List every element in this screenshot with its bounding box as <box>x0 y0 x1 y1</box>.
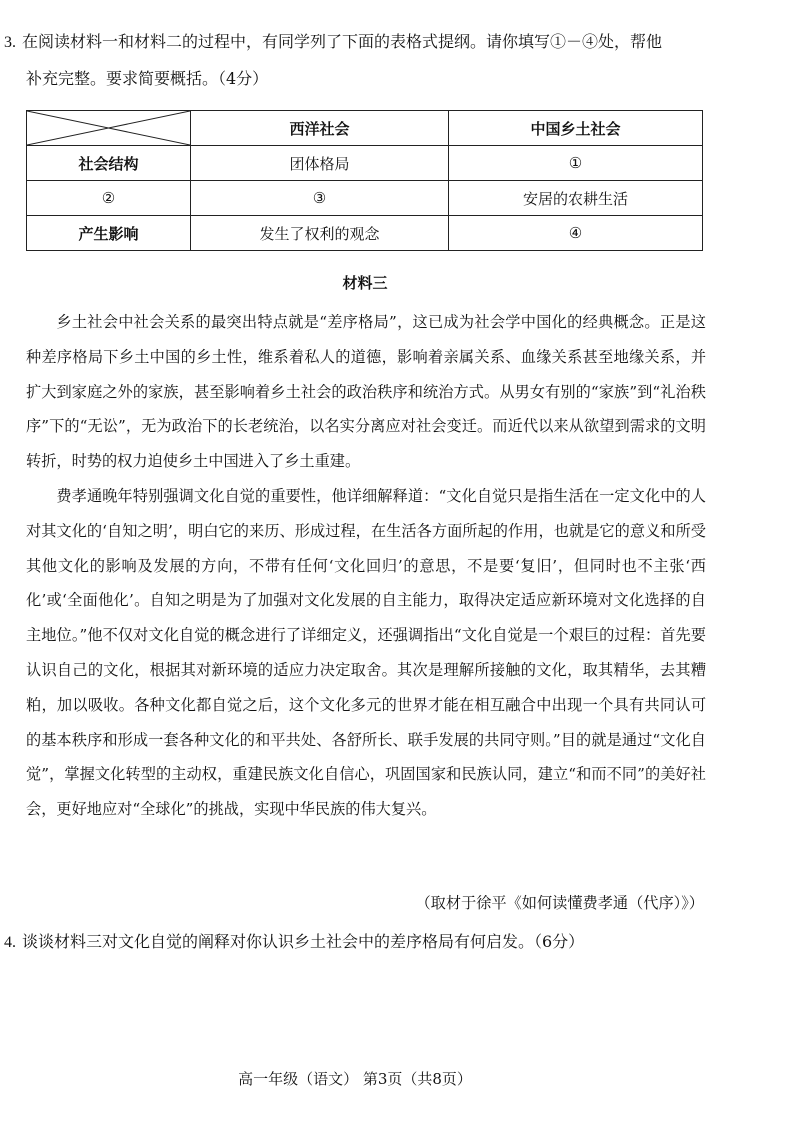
material-3-body <box>26 305 706 827</box>
question-3-number: 3. <box>4 34 16 51</box>
blank-2: ② <box>27 181 191 216</box>
question-3-text-cont: 补充完整。要求简要概括。（4分） <box>26 69 269 88</box>
question-3 <box>4 24 704 97</box>
header-western: 西洋社会 <box>191 111 449 146</box>
blank-3: ③ <box>191 181 449 216</box>
row-label: 产生影响 <box>27 216 191 251</box>
table-row <box>27 181 703 216</box>
header-chinese: 中国乡土社会 <box>449 111 703 146</box>
blank-1: ① <box>449 146 703 181</box>
blank-4: ④ <box>449 216 703 251</box>
outline-table <box>26 110 703 251</box>
question-4-number: 4. <box>4 934 16 951</box>
table-cell: 团体格局 <box>191 146 449 181</box>
question-3-text: 在阅读材料一和材料二的过程中，有同学列了下面的表格式提纲。请你填写①－④处，帮他 <box>22 32 663 51</box>
table-cell: 安居的农耕生活 <box>449 181 703 216</box>
question-4-text: 谈谈材料三对文化自觉的阐释对你认识乡土社会中的差序格局有何启发。（6分） <box>22 932 585 951</box>
row-label: 社会结构 <box>27 146 191 181</box>
table-row <box>27 146 703 181</box>
paragraph: 乡土社会中社会关系的最突出特点就是“差序格局”，这已成为社会学中国化的经典概念。正是这种差序格局下乡土中国的乡土性，维系着私人的道德，影响着亲属关系、血缘关系甚至地缘关系，并扩大到家庭之外的家族，甚至影响着乡土社会的政治秩序和统治方式。从男女有别的“家族”到“礼治秩序”下的“无讼”，无为政治下的长老统治，以名实分离应对社会变迁。而近代以来从欲望到需求的文明转折，时势的权力迫使乡土中国进入了乡土重建。 <box>26 313 706 471</box>
material-3-title: 材料三 <box>342 274 388 292</box>
page-footer: 高一年级（语文） 第3页（共8页） <box>238 1070 472 1088</box>
table-diagonal-cell <box>27 111 191 146</box>
table-header-row <box>27 111 703 146</box>
table-row <box>27 216 703 251</box>
question-4 <box>4 924 704 961</box>
table-cell: 发生了权利的观念 <box>191 216 449 251</box>
diagonal-lines <box>27 111 190 145</box>
paragraph: 费孝通晚年特别强调文化自觉的重要性，他详细解释道：“文化自觉只是指生活在一定文化中的人对其文化的‘自知之明’，明白它的来历、形成过程，在生活各方面所起的作用，也就是它的意义和所受其他文化的影响及发展的方向，不带有任何‘文化回归’的意思，不是要‘复旧’，但同时也不主张‘西化’或‘全面他化’。自知之明是为了加强对文化发展的自主能力，取得决定适应新环境对文化选择的自主地位。”他不仅对文化自觉的概念进行了详细定义，还强调指出“文化自觉是一个艰巨的过程：首先要认识自己的文化，根据其对新环境的适应力决定取舍。其次是理解所接触的文化，取其精华，去其糟粕，加以吸收。各种文化都自觉之后，这个文化多元的世界才能在相互融合中出现一个具有共同认可的基本秩序和形成一套各种文化的和平共处、各舒所长、联手发展的共同守则。”目的就是通过“文化自觉”，掌握文化转型的主动权，重建民族文化自信心，巩固国家和民族认同，建立“和而不同”的美好社会，更好地应对“全球化”的挑战，实现中华民族的伟大复兴。 <box>26 486 706 819</box>
material-3-source: （取材于徐平《如何读懂费孝通（代序）》） <box>415 894 704 912</box>
